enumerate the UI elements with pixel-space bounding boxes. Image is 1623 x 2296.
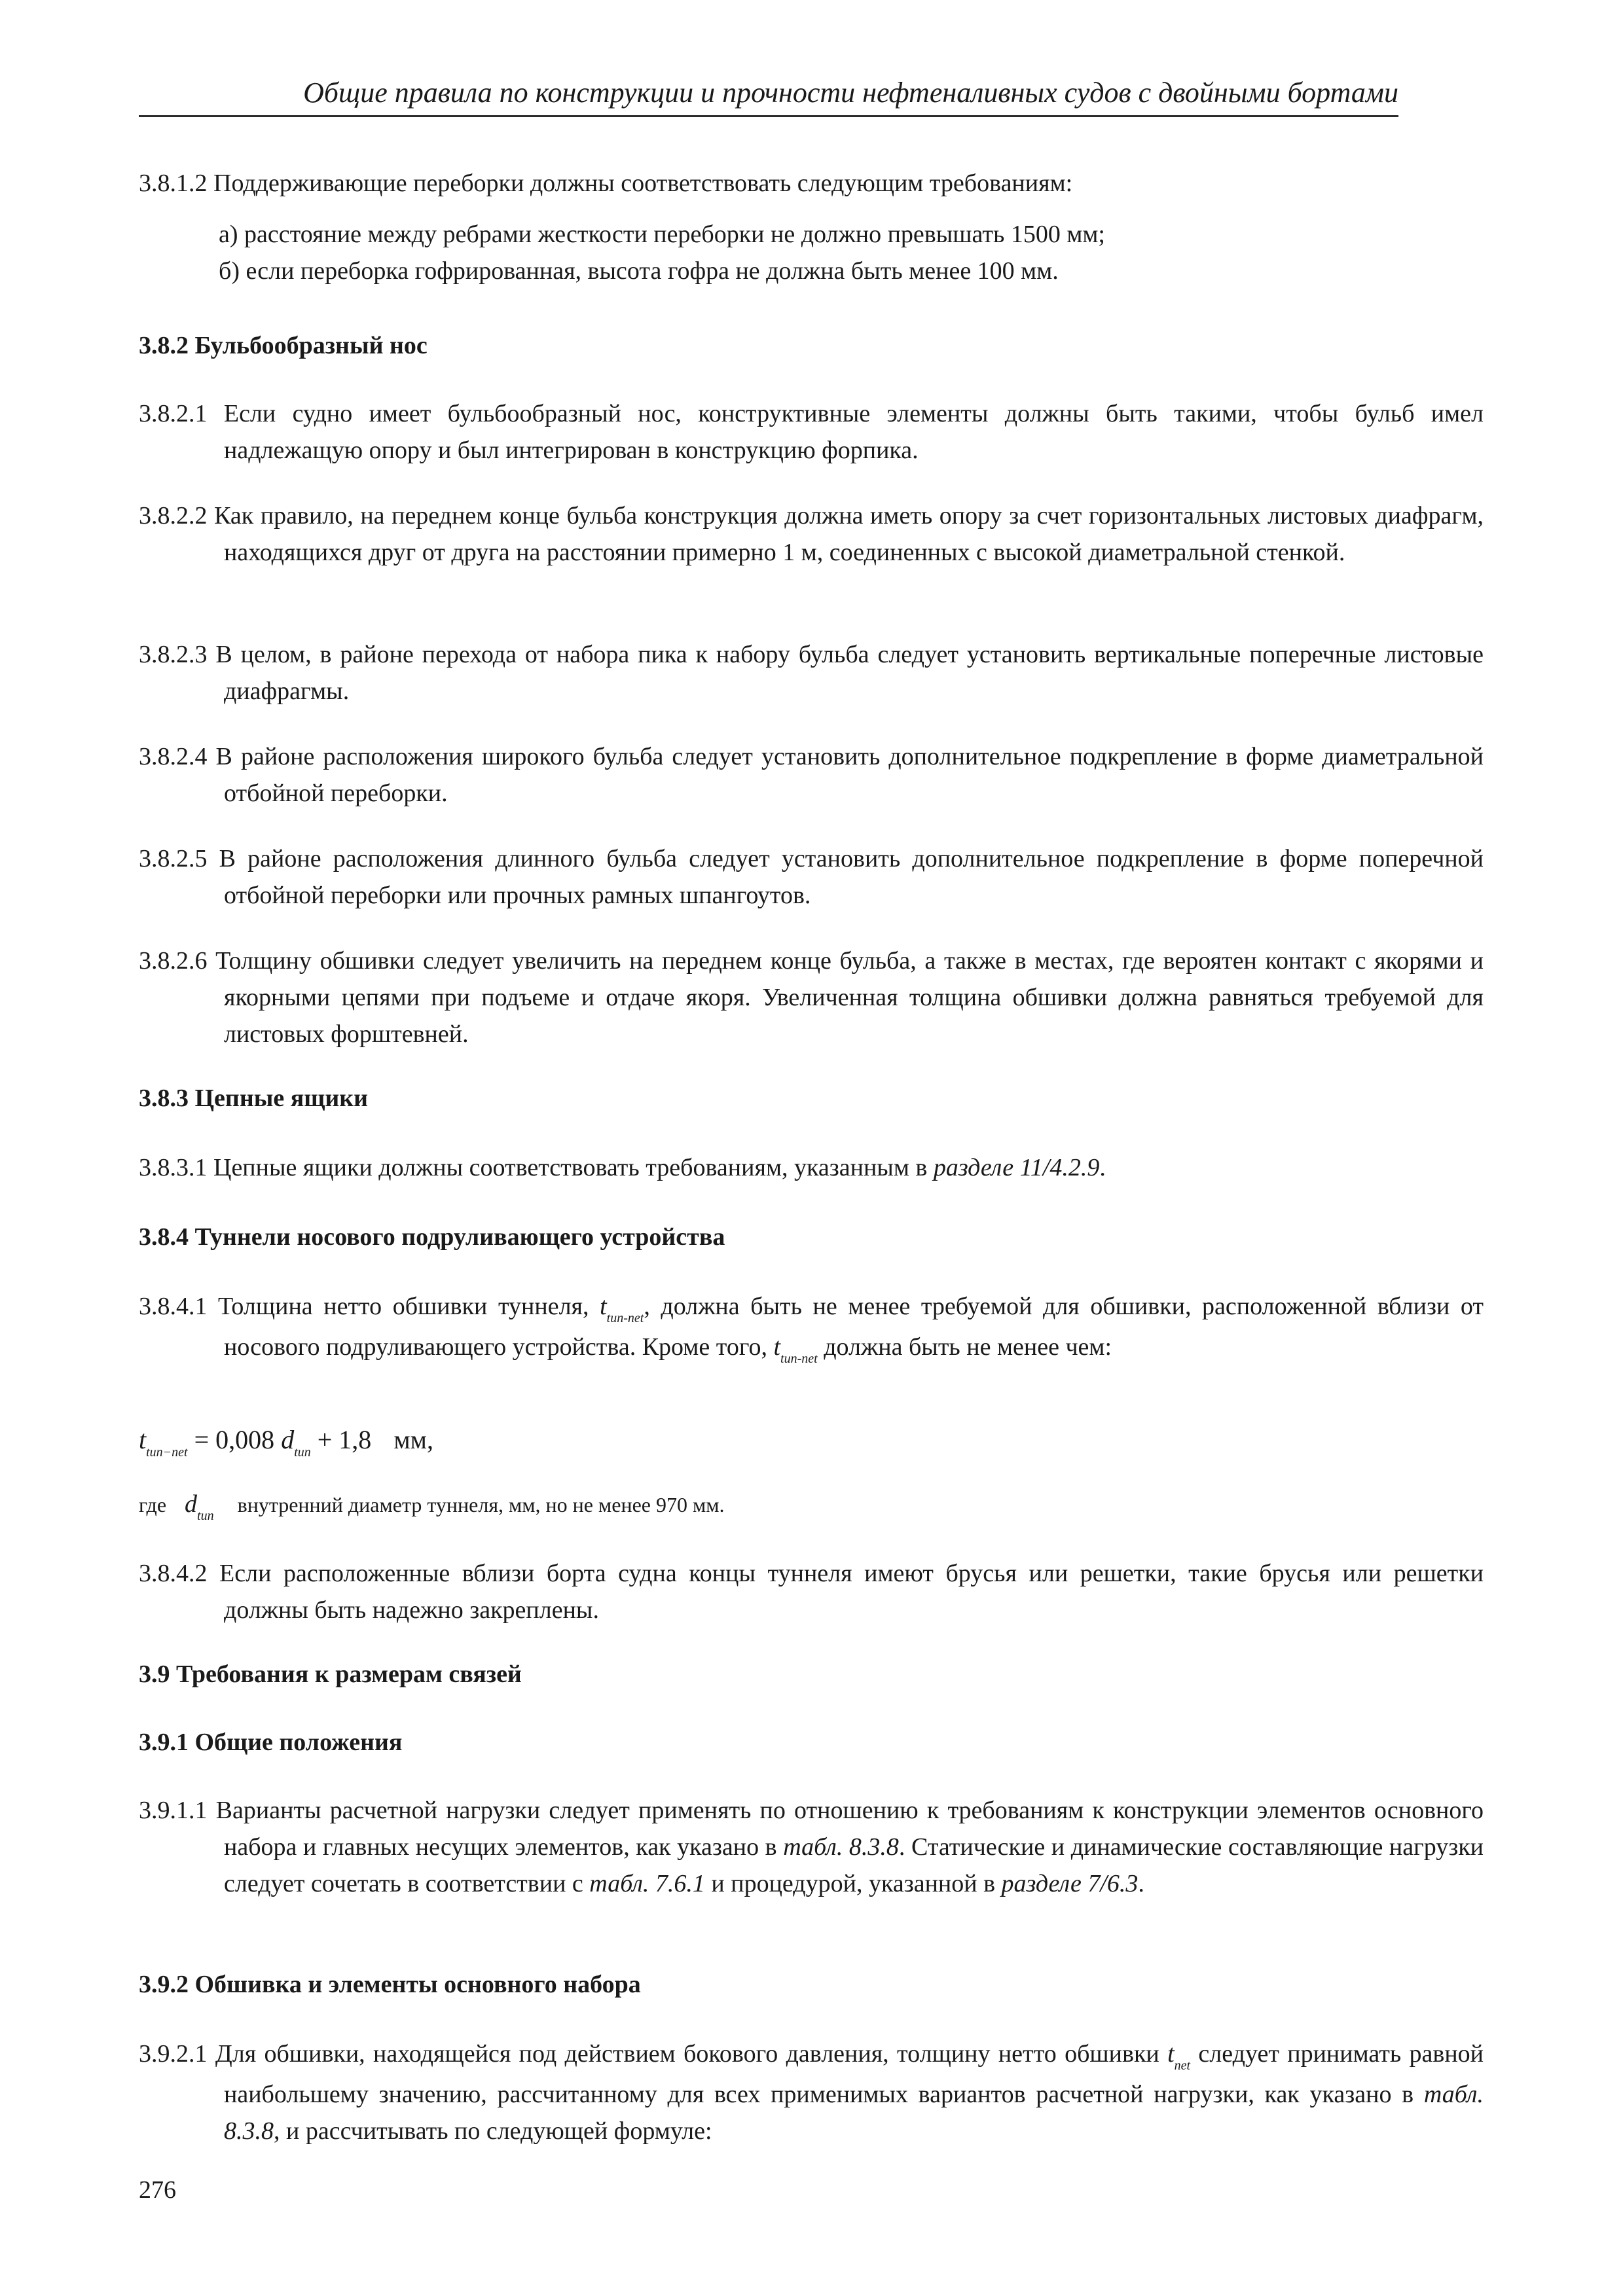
para-3-8-2-5: 3.8.2.5 В районе расположения длинного бульба следует установить дополнительное подкрепление в форме поперечной отбойной переборки или прочных рамных шпангоутов. — [139, 845, 1484, 909]
heading-3-8-2: 3.8.2 Бульбообразный нос — [139, 332, 428, 359]
subscript-net: net — [1174, 2058, 1191, 2073]
para-3-8-3-1 — [139, 1149, 1484, 1186]
para-3-8-4-1-part3: должна быть не менее чем: — [817, 1333, 1112, 1361]
heading-3-8-4: 3.8.4 Туннели носового подруливающего устройства — [139, 1223, 725, 1251]
where-description: внутренний диаметр туннеля, мм, но не менее 970 мм. — [237, 1493, 725, 1516]
para-3-8-4-1-part1: 3.8.4.1 Толщина нетто обшивки туннеля, — [139, 1293, 600, 1320]
para-3-9-1-1-part3: и процедурой, указанной в — [704, 1870, 1002, 1897]
heading-3-9-1: 3.9.1 Общие положения — [139, 1729, 403, 1756]
subscript-tun-net: tun-net — [606, 1311, 644, 1325]
formula-eq: = 0,008 — [187, 1425, 282, 1454]
heading-3-9: 3.9 Требования к размерам связей — [139, 1660, 522, 1688]
para-3-8-2-2: 3.8.2.2 Как правило, на переднем конце бульба конструкция должна иметь опору за счет горизонтальных листовых диафрагм, находящихся друг от друга на расстоянии примерно 1 м, соединенных с высокой диаметральной стенкой. — [139, 502, 1484, 566]
formula-t-tun-net — [139, 1422, 1398, 1463]
para-3-9-2-1-part1: 3.9.2.1 Для обшивки, находящейся под действием бокового давления, толщину нетто обшивки — [139, 2040, 1168, 2068]
subscript-tun-net-2: tun-net — [780, 1352, 818, 1366]
symbol-t-2: t — [773, 1333, 781, 1361]
formula-d: d — [281, 1425, 295, 1454]
formula-d-sub: tun — [294, 1445, 311, 1460]
para-3-9-1-1-part1: 3.9.1.1 Варианты расчетной нагрузки следует применять по отношению к требованиям к конструкции элементов основного набора и главных несущих элементов, как указано в — [139, 1797, 1484, 1861]
para-3-8-2-4: 3.8.2.4 В районе расположения широкого бульба следует установить дополнительное подкрепление в форме диаметральной отбойной переборки. — [139, 743, 1484, 807]
para-3-9-2-1-part2: следует принимать равной наибольшему значению, рассчитанному для всех применимых вариантов расчетной нагрузки, как указано в — [224, 2040, 1484, 2108]
para-3-8-1-2-text: 3.8.1.2 Поддерживающие переборки должны соответствовать следующим требованиям: — [139, 170, 1073, 197]
ref-section-11: разделе 11/4.2.9 — [933, 1154, 1100, 1181]
symbol-t: t — [600, 1293, 607, 1320]
list-item-b: б) если переборка гофрированная, высота гофра не должна быть менее 100 мм. — [219, 257, 1059, 285]
formula-lhs-sub: tun−net — [146, 1445, 188, 1460]
heading-3-9-2: 3.9.2 Обшивка и элементы основного набора — [139, 1971, 641, 1998]
para-3-8-2-3: 3.8.2.3 В целом, в районе перехода от набора пика к набору бульба следует установить вертикальные поперечные листовые диафрагмы. — [139, 641, 1484, 705]
where-clause — [139, 1486, 1398, 1526]
para-3-8-4-1 — [139, 1288, 1484, 1369]
para-3-9-1-1-part2: . Статические и динамические составляющие нагрузки следует сочетать в соответствии с — [224, 1833, 1484, 1897]
formula-unit: мм, — [393, 1425, 433, 1454]
where-subscript-tun: tun — [197, 1509, 214, 1523]
para-3-8-3-1-text: 3.8.3.1 Цепные ящики должны соответствовать требованиям, указанным в — [139, 1154, 934, 1181]
para-3-9-2-1-part3: , и рассчитывать по следующей формуле: — [274, 2117, 712, 2145]
symbol-t-net: t — [1167, 2040, 1175, 2068]
where-symbol-d: d — [185, 1490, 198, 1518]
para-3-8-4-2: 3.8.4.2 Если расположенные вблизи борта судна концы туннеля имеют брусья или решетки, такие брусья или решетки должны быть надежно закреплены. — [139, 1560, 1484, 1624]
heading-3-8-3: 3.8.3 Цепные ящики — [139, 1085, 369, 1112]
para-3-9-1-1 — [139, 1792, 1484, 1902]
ref-table-7-6-1: табл. 7.6.1 — [589, 1870, 705, 1897]
para-3-8-3-1-end: . — [1099, 1154, 1106, 1181]
ref-table-8-3-8: табл. 8.3.8 — [783, 1833, 899, 1861]
page-number: 276 — [139, 2176, 176, 2204]
para-3-8-1-2 — [139, 165, 1398, 289]
para-3-8-4-1-part2: , должна быть не менее требуемой для обшивки, расположенной вблизи от носового подруливающего устройства. Кроме того, — [224, 1293, 1484, 1361]
ref-table-8-3-8-b: табл. 8.3.8 — [224, 2081, 1484, 2145]
para-3-8-2-1: 3.8.2.1 Если судно имеет бульбообразный нос, конструктивные элементы должны быть такими, чтобы бульб имел надлежащую опору и был интегрирован в конструкцию форпика. — [139, 400, 1484, 464]
where-label: где — [139, 1493, 167, 1516]
para-3-9-1-1-end: . — [1138, 1870, 1144, 1897]
header-rule — [139, 115, 1398, 117]
para-3-8-2-6: 3.8.2.6 Толщину обшивки следует увеличить на переднем конце бульба, а также в местах, где вероятен контакт с якорями и якорными цепями при подъеме и отдаче якоря. Увеличенная толщина обшивки должна равняться требуемой для листовых форштевней. — [139, 947, 1484, 1048]
ref-section-7-6-3: разделе 7/6.3 — [1001, 1870, 1139, 1897]
formula-lhs: t — [139, 1425, 147, 1454]
list-item-a: а) расстояние между ребрами жесткости переборки не должно превышать 1500 мм; — [219, 221, 1105, 248]
running-header: Общие правила по конструкции и прочности нефтеналивных судов с двойными бортами — [303, 77, 1398, 109]
formula-rest: + 1,8 — [310, 1425, 372, 1454]
para-3-9-2-1 — [139, 2036, 1484, 2149]
